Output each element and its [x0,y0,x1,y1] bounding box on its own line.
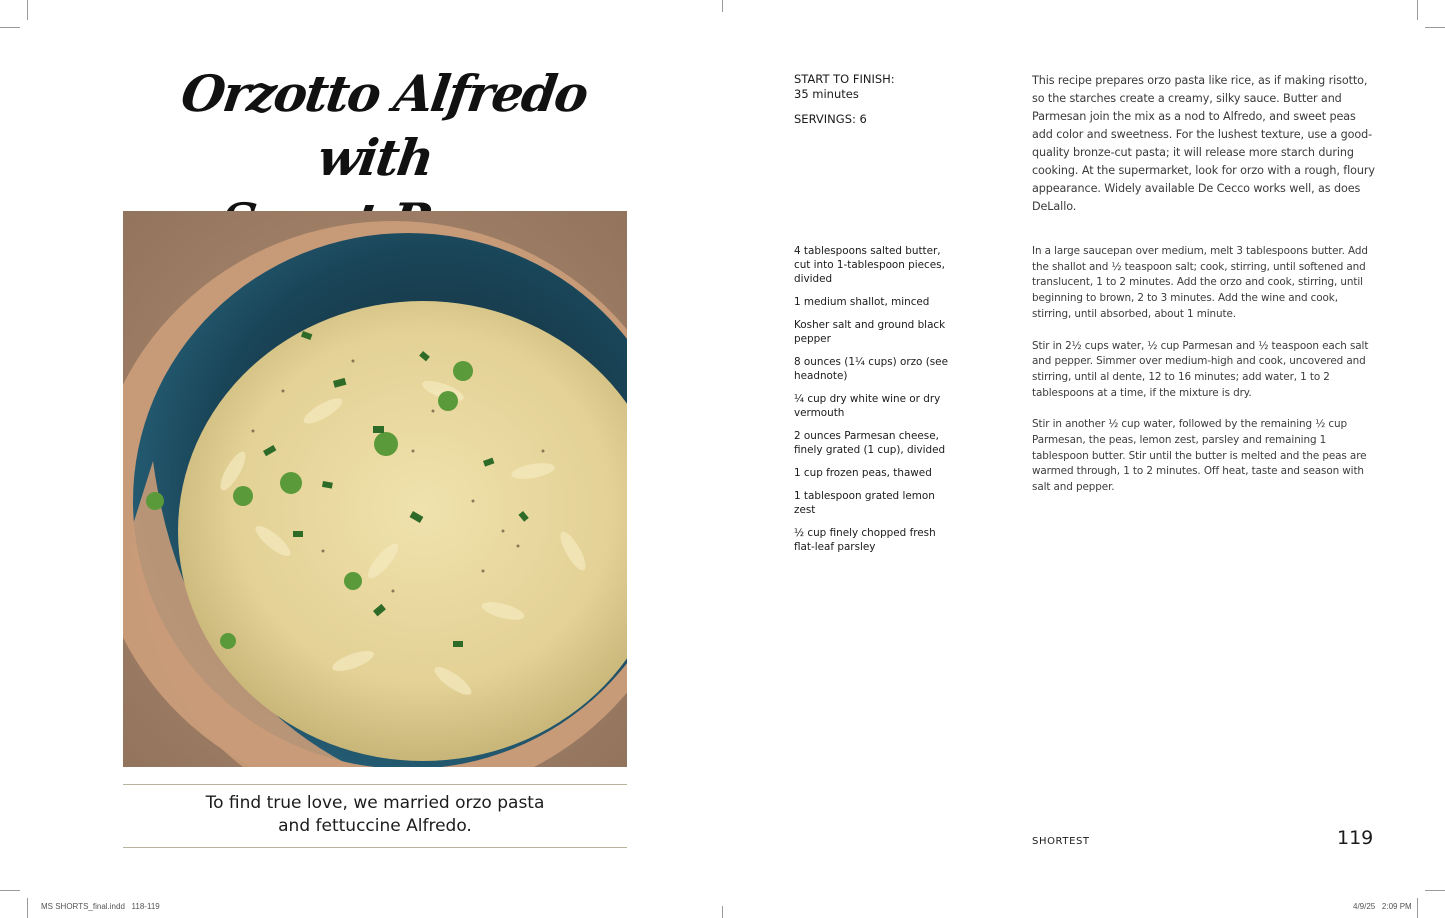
crop-mark [0,27,20,28]
crop-mark [27,0,28,20]
caption-rule-top [123,784,627,785]
servings: SERVINGS: 6 [794,112,867,126]
recipe-photo [123,211,627,767]
start-to-finish-value: 35 minutes [794,87,859,101]
photo-caption-line-2: and fettuccine Alfredo. [278,816,472,836]
recipe-title-line-1: Orzotto Alfredo with [177,64,591,187]
crop-mark [27,898,28,918]
crop-mark [0,890,20,891]
recipe-meta [794,72,895,127]
crop-mark [722,906,723,918]
slug-filename: MS SHORTS_final.indd 118-119 [41,902,160,911]
start-to-finish-label: START TO FINISH: [794,72,895,86]
ingredient-item: 2 ounces Parmesan cheese, finely grated (1 cup), divided [794,430,946,456]
crop-mark [1417,898,1418,918]
ingredient-item: 1 medium shallot, minced [794,296,930,308]
photo-caption-line-1: To find true love, we married orzo pasta [205,793,545,813]
caption-rule-bottom [123,847,627,848]
slug-timestamp: 4/9/25 2:09 PM [1353,902,1412,911]
ingredient-list [794,244,959,563]
ingredient-item: ½ cup finely chopped fresh flat-leaf parsley [794,527,936,553]
method-step: Stir in 2½ cups water, ½ cup Parmesan and ½ teaspoon each salt and pepper. Simmer over medium-high and cook, uncovered and stirring, until al dente, 12 to 16 minutes; add water, 1 to 2 tablespoons at a time, if the mixture is dry. [1032,339,1369,399]
section-name: SHORTEST [1032,836,1090,847]
ingredient-item: ¼ cup dry white wine or dry vermouth [794,393,941,419]
method-step: Stir in another ½ cup water, followed by the remaining ½ cup Parmesan, the peas, lemon zest, parsley and remaining 1 tablespoon butter. Stir until the butter is melted and the peas are warmed through, 1 to 2 minutes. Off heat, taste and season with salt and pepper. [1032,418,1367,494]
ingredient-item: 1 tablespoon grated lemon zest [794,490,935,516]
crop-mark [722,0,723,12]
ingredient-item: Kosher salt and ground black pepper [794,319,946,345]
ingredient-item: 4 tablespoons salted butter, cut into 1-tablespoon pieces, divided [794,245,945,285]
photo-caption [123,792,627,838]
ingredient-item: 8 ounces (1¼ cups) orzo (see headnote) [794,356,948,382]
ingredient-item: 1 cup frozen peas, thawed [794,467,932,479]
crop-mark [1425,27,1445,28]
crop-mark [1417,0,1418,20]
headnote: This recipe prepares orzo pasta like rice, as if making risotto, so the starches create a creamy, silky sauce. Butter and Parmesan join the mix as a nod to Alfredo, and sweet peas add color and sweetness. For the lushest texture, use a good-quality bronze-cut pasta; it will release more starch during cooking. At the supermarket, look for orzo with a rough, floury appearance. Widely available De Cecco works well, as does DeLallo. [1032,74,1375,213]
method-steps [1032,244,1377,512]
page-number: 119 [1337,827,1374,849]
crop-mark [1425,890,1445,891]
method-step: In a large saucepan over medium, melt 3 tablespoons butter. Add the shallot and ½ teaspoon salt; cook, stirring, until softened and translucent, 1 to 2 minutes. Add the orzo and cook, stirring, until beginning to brown, 2 to 3 minutes. Add the wine and cook, stirring, until absorbed, about 1 minute. [1032,245,1368,320]
